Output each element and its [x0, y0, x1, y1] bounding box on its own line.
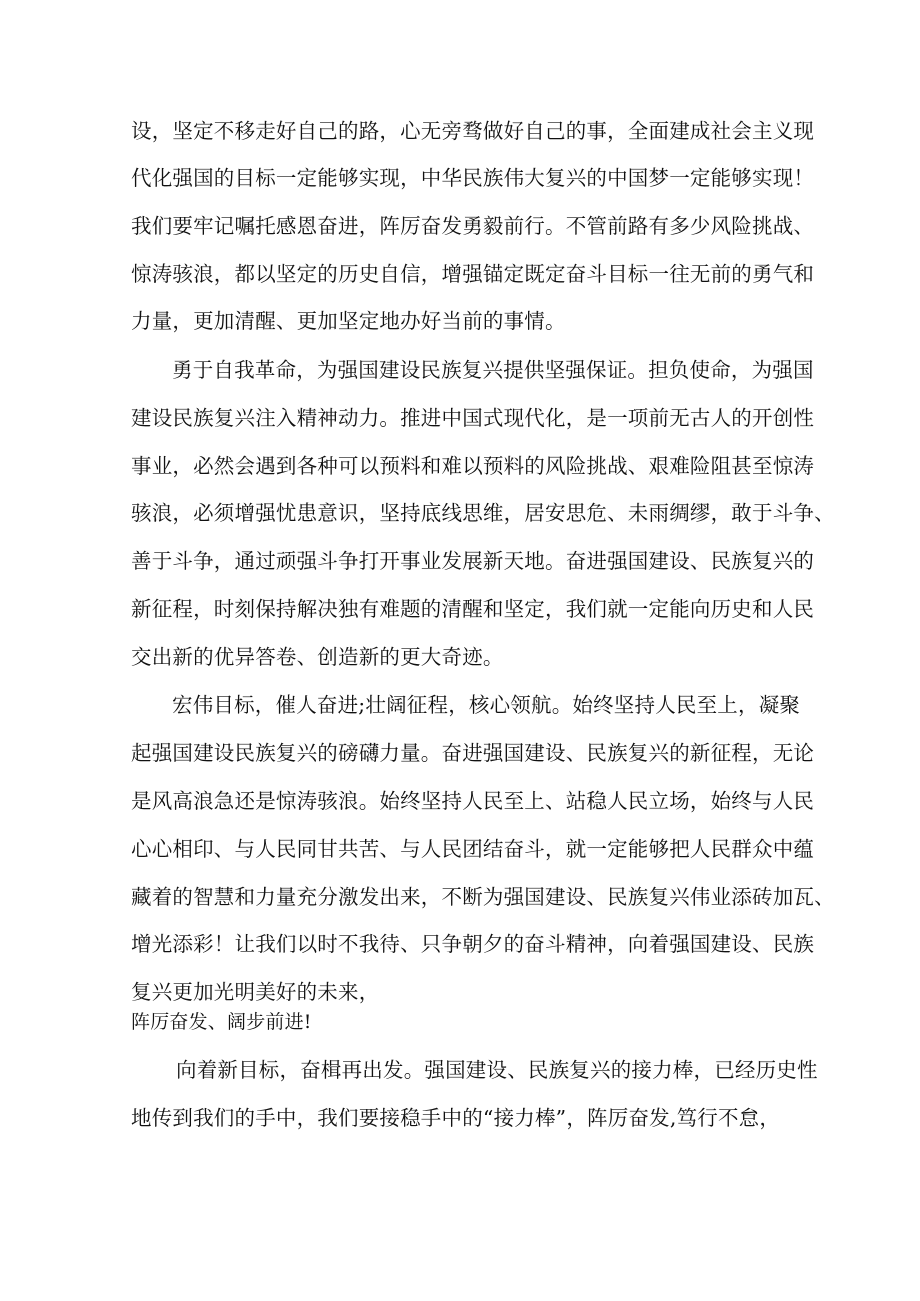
paragraph-1-line-4: 惊涛骇浪，都以坚定的历史自信，增强锚定既定奋斗目标一往无前的勇气和 [131, 262, 815, 286]
paragraph-2-line-4: 骇浪，必须增强忧患意识，坚持底线思维，居安思危、未雨绸缪，敢于斗争、 [131, 501, 835, 525]
paragraph-3-line-3: 是风高浪急还是惊涛骇浪。始终坚持人民至上、站稳人民立场，始终与人民 [131, 789, 815, 813]
paragraph-4-line-2: 地传到我们的手中，我们要接稳手中的“接力棒”，阵厉奋发,笃行不怠， [131, 1106, 781, 1130]
paragraph-2-line-5: 善于斗争，通过顽强斗争打开事业发展新天地。奋进强国建设、民族复兴的 [131, 549, 815, 573]
paragraph-1-line-3: 我们要牢记嘱托感恩奋进，阵厉奋发勇毅前行。不管前路有多少风险挑战、 [131, 214, 815, 238]
paragraph-1-line-1: 设，坚定不移走好自己的路，心无旁骛做好自己的事，全面建成社会主义现 [131, 119, 815, 143]
paragraph-2-line-1: 勇于自我革命，为强国建设民族复兴提供坚强保证。担负使命，为强国 [172, 358, 814, 382]
paragraph-3-line-1: 宏伟目标，催人奋进;壮阔征程，核心领航。始终坚持人民至上，凝聚 [172, 693, 801, 717]
paragraph-3-line-7: 复兴更加光明美好的未来， [131, 980, 380, 1004]
paragraph-2-line-2: 建设民族复兴注入精神动力。推进中国式现代化，是一项前无古人的开创性 [131, 406, 815, 430]
paragraph-2-line-6: 新征程，时刻保持解决独有难题的清醒和坚定，我们就一定能向历史和人民 [131, 597, 815, 621]
paragraph-3-line-8: 阵厉奋发、阔步前进! [131, 1011, 312, 1033]
paragraph-2-line-7: 交出新的优异答卷、创造新的更大奇迹。 [131, 645, 504, 669]
paragraph-4-line-1: 向着新目标，奋楫再出发。强国建设、民族复兴的接力棒，已经历史性 [176, 1058, 818, 1082]
paragraph-2-line-3: 事业，必然会遇到各种可以预料和难以预料的风险挑战、艰难险阻甚至惊涛 [131, 454, 815, 478]
paragraph-1-line-2: 代化强国的目标一定能够实现，中华民族伟大复兴的中国梦一定能够实现！ [131, 166, 815, 190]
paragraph-1-line-5: 力量，更加清醒、更加坚定地办好当前的事情。 [131, 309, 566, 333]
paragraph-3-line-6: 增光添彩！让我们以时不我待、只争朝夕的奋斗精神，向着强国建设、民族 [131, 932, 815, 956]
paragraph-3-line-5: 藏着的智慧和力量充分激发出来，不断为强国建设、民族复兴伟业添砖加瓦、 [131, 885, 835, 909]
paragraph-3-line-2: 起强国建设民族复兴的磅礴力量。奋进强国建设、民族复兴的新征程，无论 [131, 741, 815, 765]
paragraph-3-line-4: 心心相印、与人民同甘共苦、与人民团结奋斗，就一定能够把人民群众中蕴 [131, 837, 815, 861]
